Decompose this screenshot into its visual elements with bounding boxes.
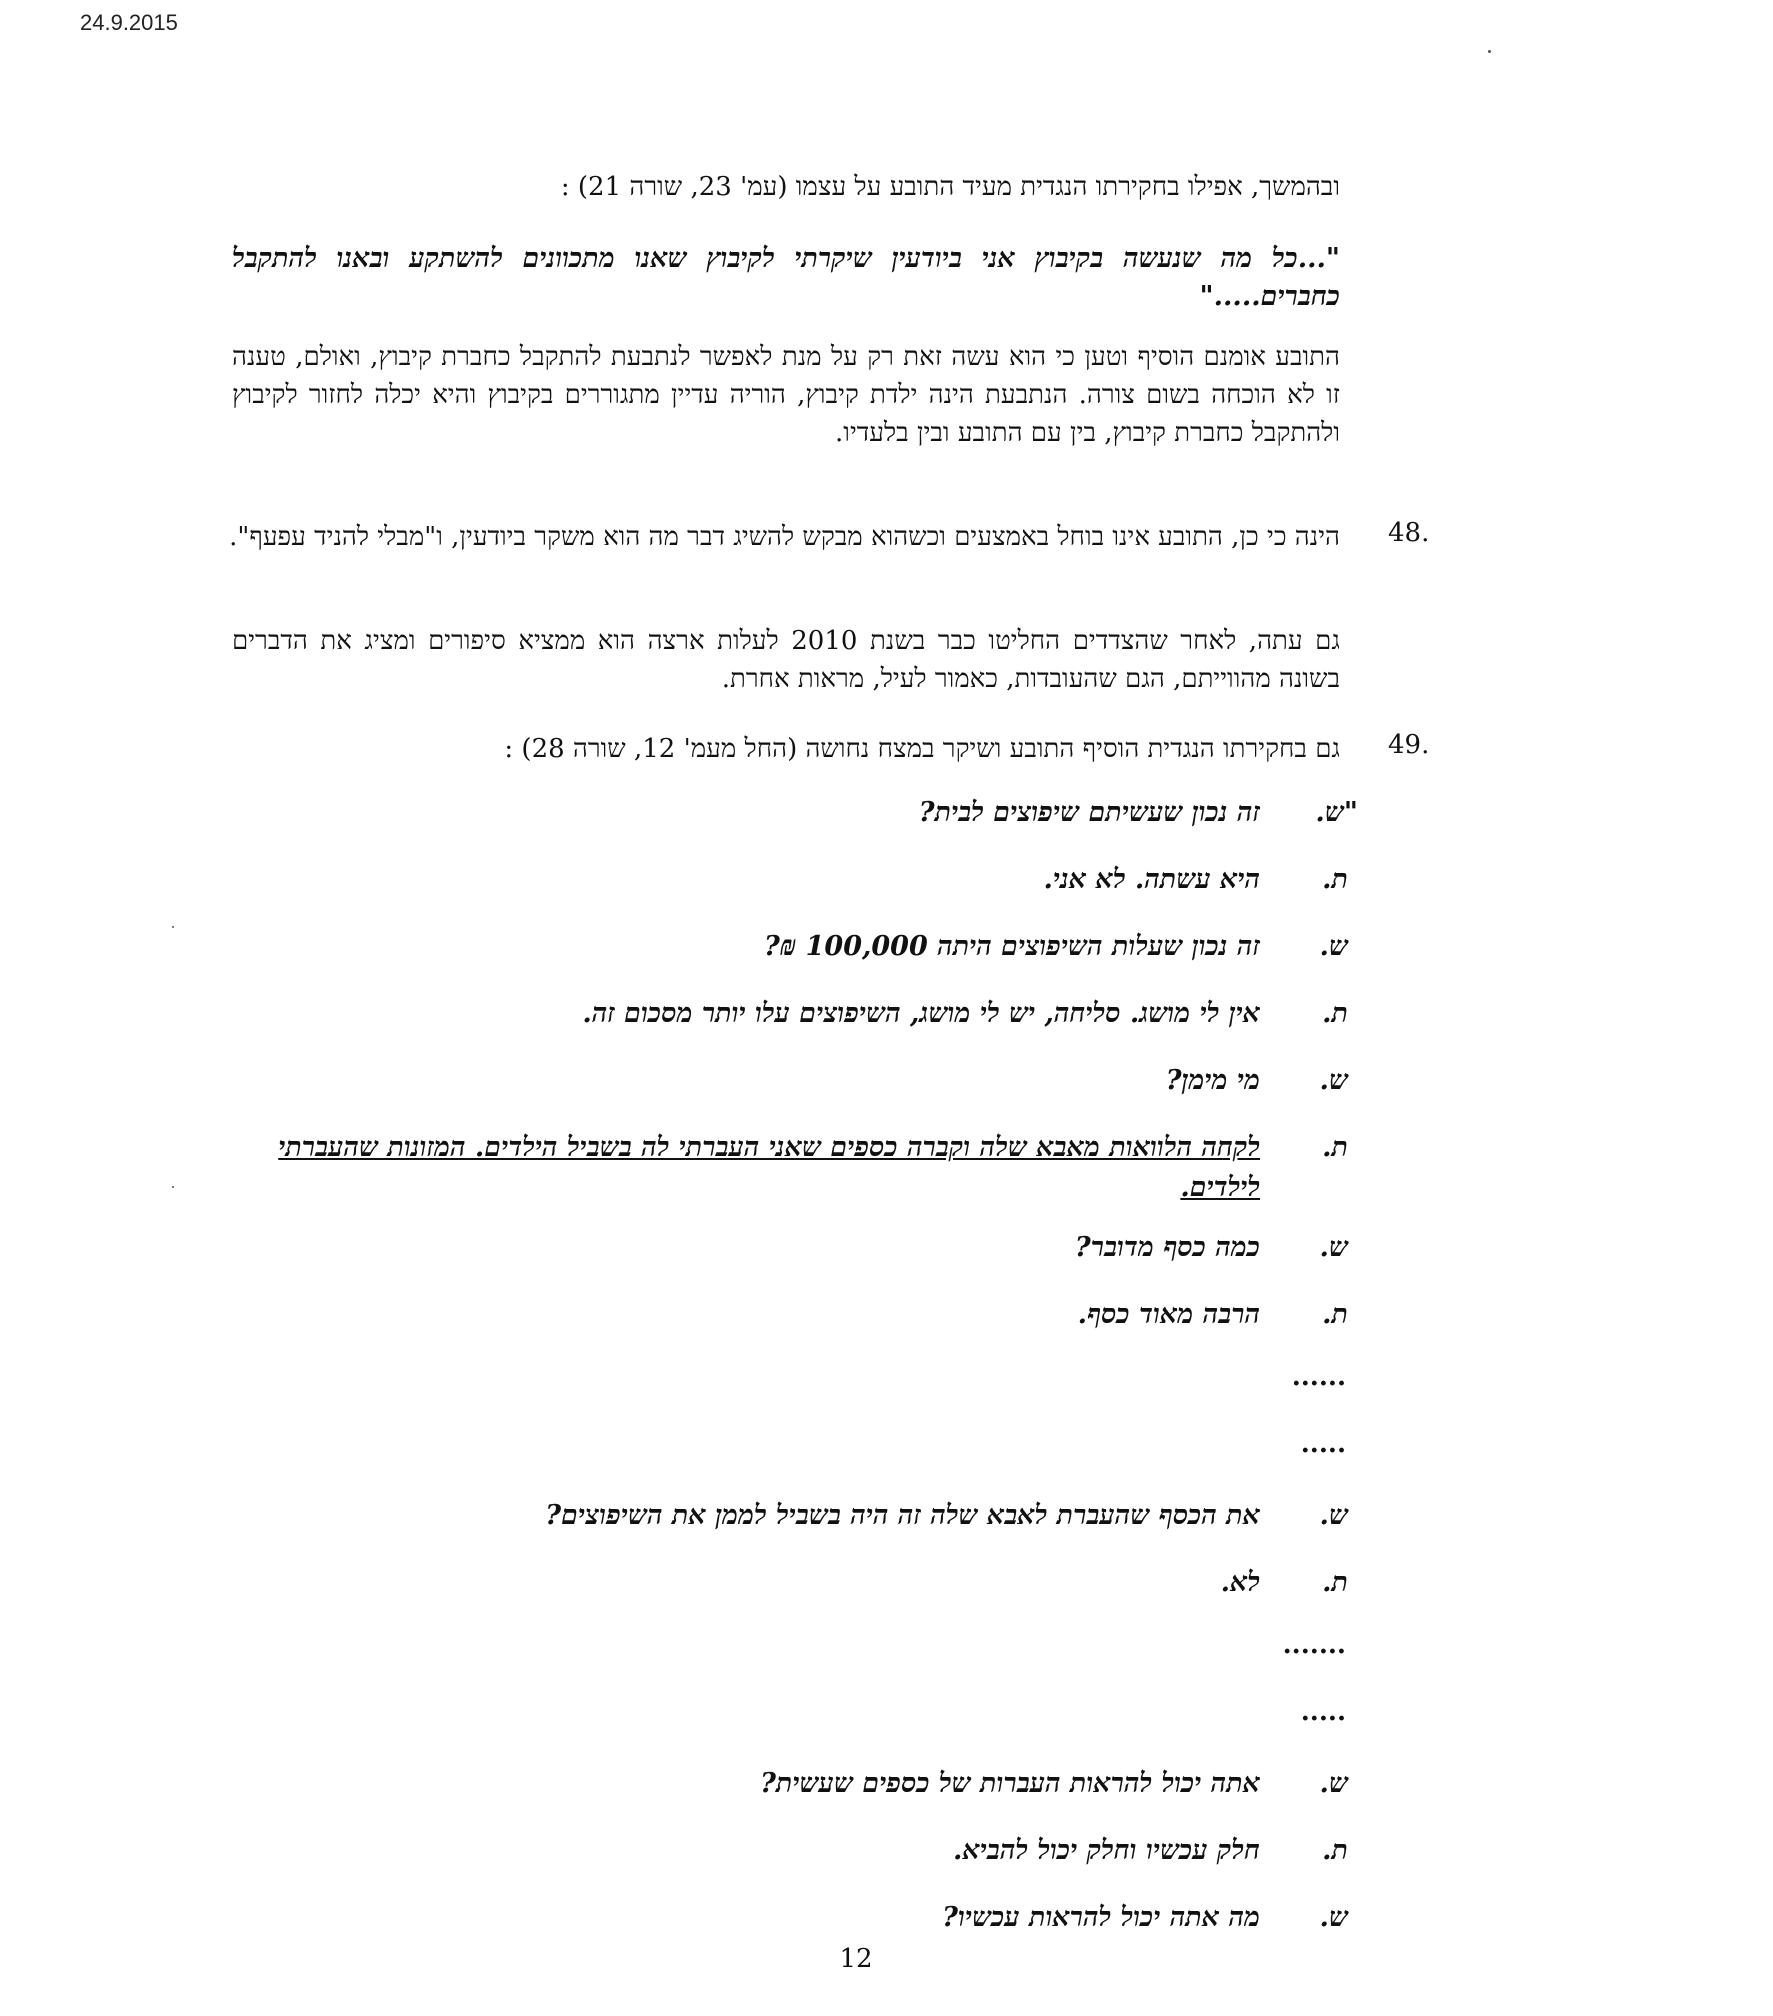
scan-speck: [1488, 50, 1491, 53]
speaker-label: ת.: [1322, 1299, 1348, 1330]
transcript-text: מה אתה יכול להראות עכשיו?: [942, 1902, 1260, 1933]
transcript-line: [0, 1898, 1773, 1940]
claim-paragraph: התובע אומנם הוסיף וטען כי הוא עשה זאת רק על מנת לאפשר לנתבעת להתקבל כחברת קיבוץ, ואולם, טענה זו לא הוכחה בשום צורה. הנתבעת הינה ילדת קיבוץ, הוריה עדיין מתגוררים בקיבוץ והיא יכלה לחזור לקיבוץ ולהתקבל כחברת קיבוץ, בין עם התובע ובין בלעדיו.: [232, 342, 1340, 448]
transcript-line: [0, 994, 1773, 1036]
speaker-label: ת.: [1322, 864, 1348, 895]
speaker-label: ת.: [1322, 1132, 1348, 1163]
transcript-line: [0, 1496, 1773, 1538]
speaker-label: ש.: [1319, 1902, 1348, 1933]
paragraph-48-continued: גם עתה, לאחר שהצדדים החליטו כבר בשנת 2010 לעלות ארצה הוא ממציא סיפורים ומציג את הדברים בשונה מהווייתם, הגם שהעובדות, כאמור לעיל, מראות אחרת.: [232, 626, 1340, 694]
quoted-testimony: "...כל מה שנעשה בקיבוץ אני ביודעין שיקרתי לקיבוץ שאנו מתכוונים להשתקע ובאנו להתקבל כחברים.....": [232, 243, 1340, 312]
transcript-line: [0, 1061, 1773, 1103]
transcript-text: זה נכון שעלות השיפוצים היתה 100,000 ₪?: [764, 931, 1260, 962]
paragraph-number-48: 48.: [1388, 518, 1430, 548]
transcript-line: [0, 1764, 1773, 1806]
speaker-label: ש.: [1319, 1500, 1348, 1531]
transcript-line: [0, 1128, 1773, 1212]
transcript-text: כמה כסף מדובר?: [1074, 1232, 1260, 1263]
transcript-text: הרבה מאוד כסף.: [1077, 1299, 1260, 1330]
transcript-text: זה נכון שעשיתם שיפוצים לבית?: [918, 797, 1260, 828]
transcript-text: את הכסף שהעברת לאבא שלה זה היה בשביל לממן את השיפוצים?: [545, 1500, 1260, 1531]
document-date: 24.9.2015: [80, 10, 178, 35]
transcript-line: [0, 1228, 1773, 1270]
page-number: 12: [839, 1944, 873, 1974]
omission-ellipsis: .....: [1300, 1429, 1346, 1459]
speaker-label: ת.: [1322, 1835, 1348, 1866]
speaker-label: ש.: [1319, 1768, 1348, 1799]
omission-ellipsis: ......: [1291, 1362, 1346, 1392]
transcript-line: [0, 793, 1773, 835]
speaker-label: ש.: [1319, 1232, 1348, 1263]
intro-paragraph: ובהמשך, אפילו בחקירתו הנגדית מעיד התובע על עצמו (עמ' 23, שורה 21) :: [560, 172, 1340, 202]
speaker-label: ת.: [1322, 998, 1348, 1029]
speaker-label: ש.: [1319, 931, 1348, 962]
transcript-line: [0, 927, 1773, 969]
transcript-text: אין לי מושג. סליחה, יש לי מושג, השיפוצים עלו יותר מסכום זה.: [582, 998, 1260, 1029]
transcript-line: [0, 1831, 1773, 1873]
transcript-line: [0, 1295, 1773, 1337]
transcript-text: מי מימן?: [1165, 1065, 1260, 1096]
speaker-label: ת.: [1322, 1567, 1348, 1598]
transcript-text: אתה יכול להראות העברות של כספים שעשית?: [760, 1768, 1260, 1799]
omission-ellipsis: .......: [1282, 1630, 1346, 1660]
transcript-text-underlined: לקחה הלוואות מאבא שלה וקברה כספים שאני העברתי לה בשביל הילדים. המזונות שהעברתי לילדים.: [278, 1132, 1260, 1203]
omission-ellipsis: .....: [1300, 1697, 1346, 1727]
paragraph-number-49: 49.: [1388, 730, 1430, 760]
paragraph-49: גם בחקירתו הנגדית הוסיף התובע ושיקר במצח נחושה (החל מעמ' 12, שורה 28) :: [504, 734, 1340, 764]
transcript-line: [0, 1563, 1773, 1605]
speaker-label: "ש.: [1315, 797, 1358, 828]
transcript-text: חלק עכשיו וחלק יכול להביא.: [952, 1835, 1260, 1866]
transcript-text: לא.: [1220, 1567, 1260, 1598]
transcript-text: היא עשתה. לא אני.: [1043, 864, 1260, 895]
speaker-label: ש.: [1319, 1065, 1348, 1096]
transcript-line: [0, 860, 1773, 902]
paragraph-48: הינה כי כן, התובע אינו בוחל באמצעים וכשהוא מבקש להשיג דבר מה הוא משקר ביודעין, ו"מבלי להניד עפעף".: [229, 522, 1340, 552]
